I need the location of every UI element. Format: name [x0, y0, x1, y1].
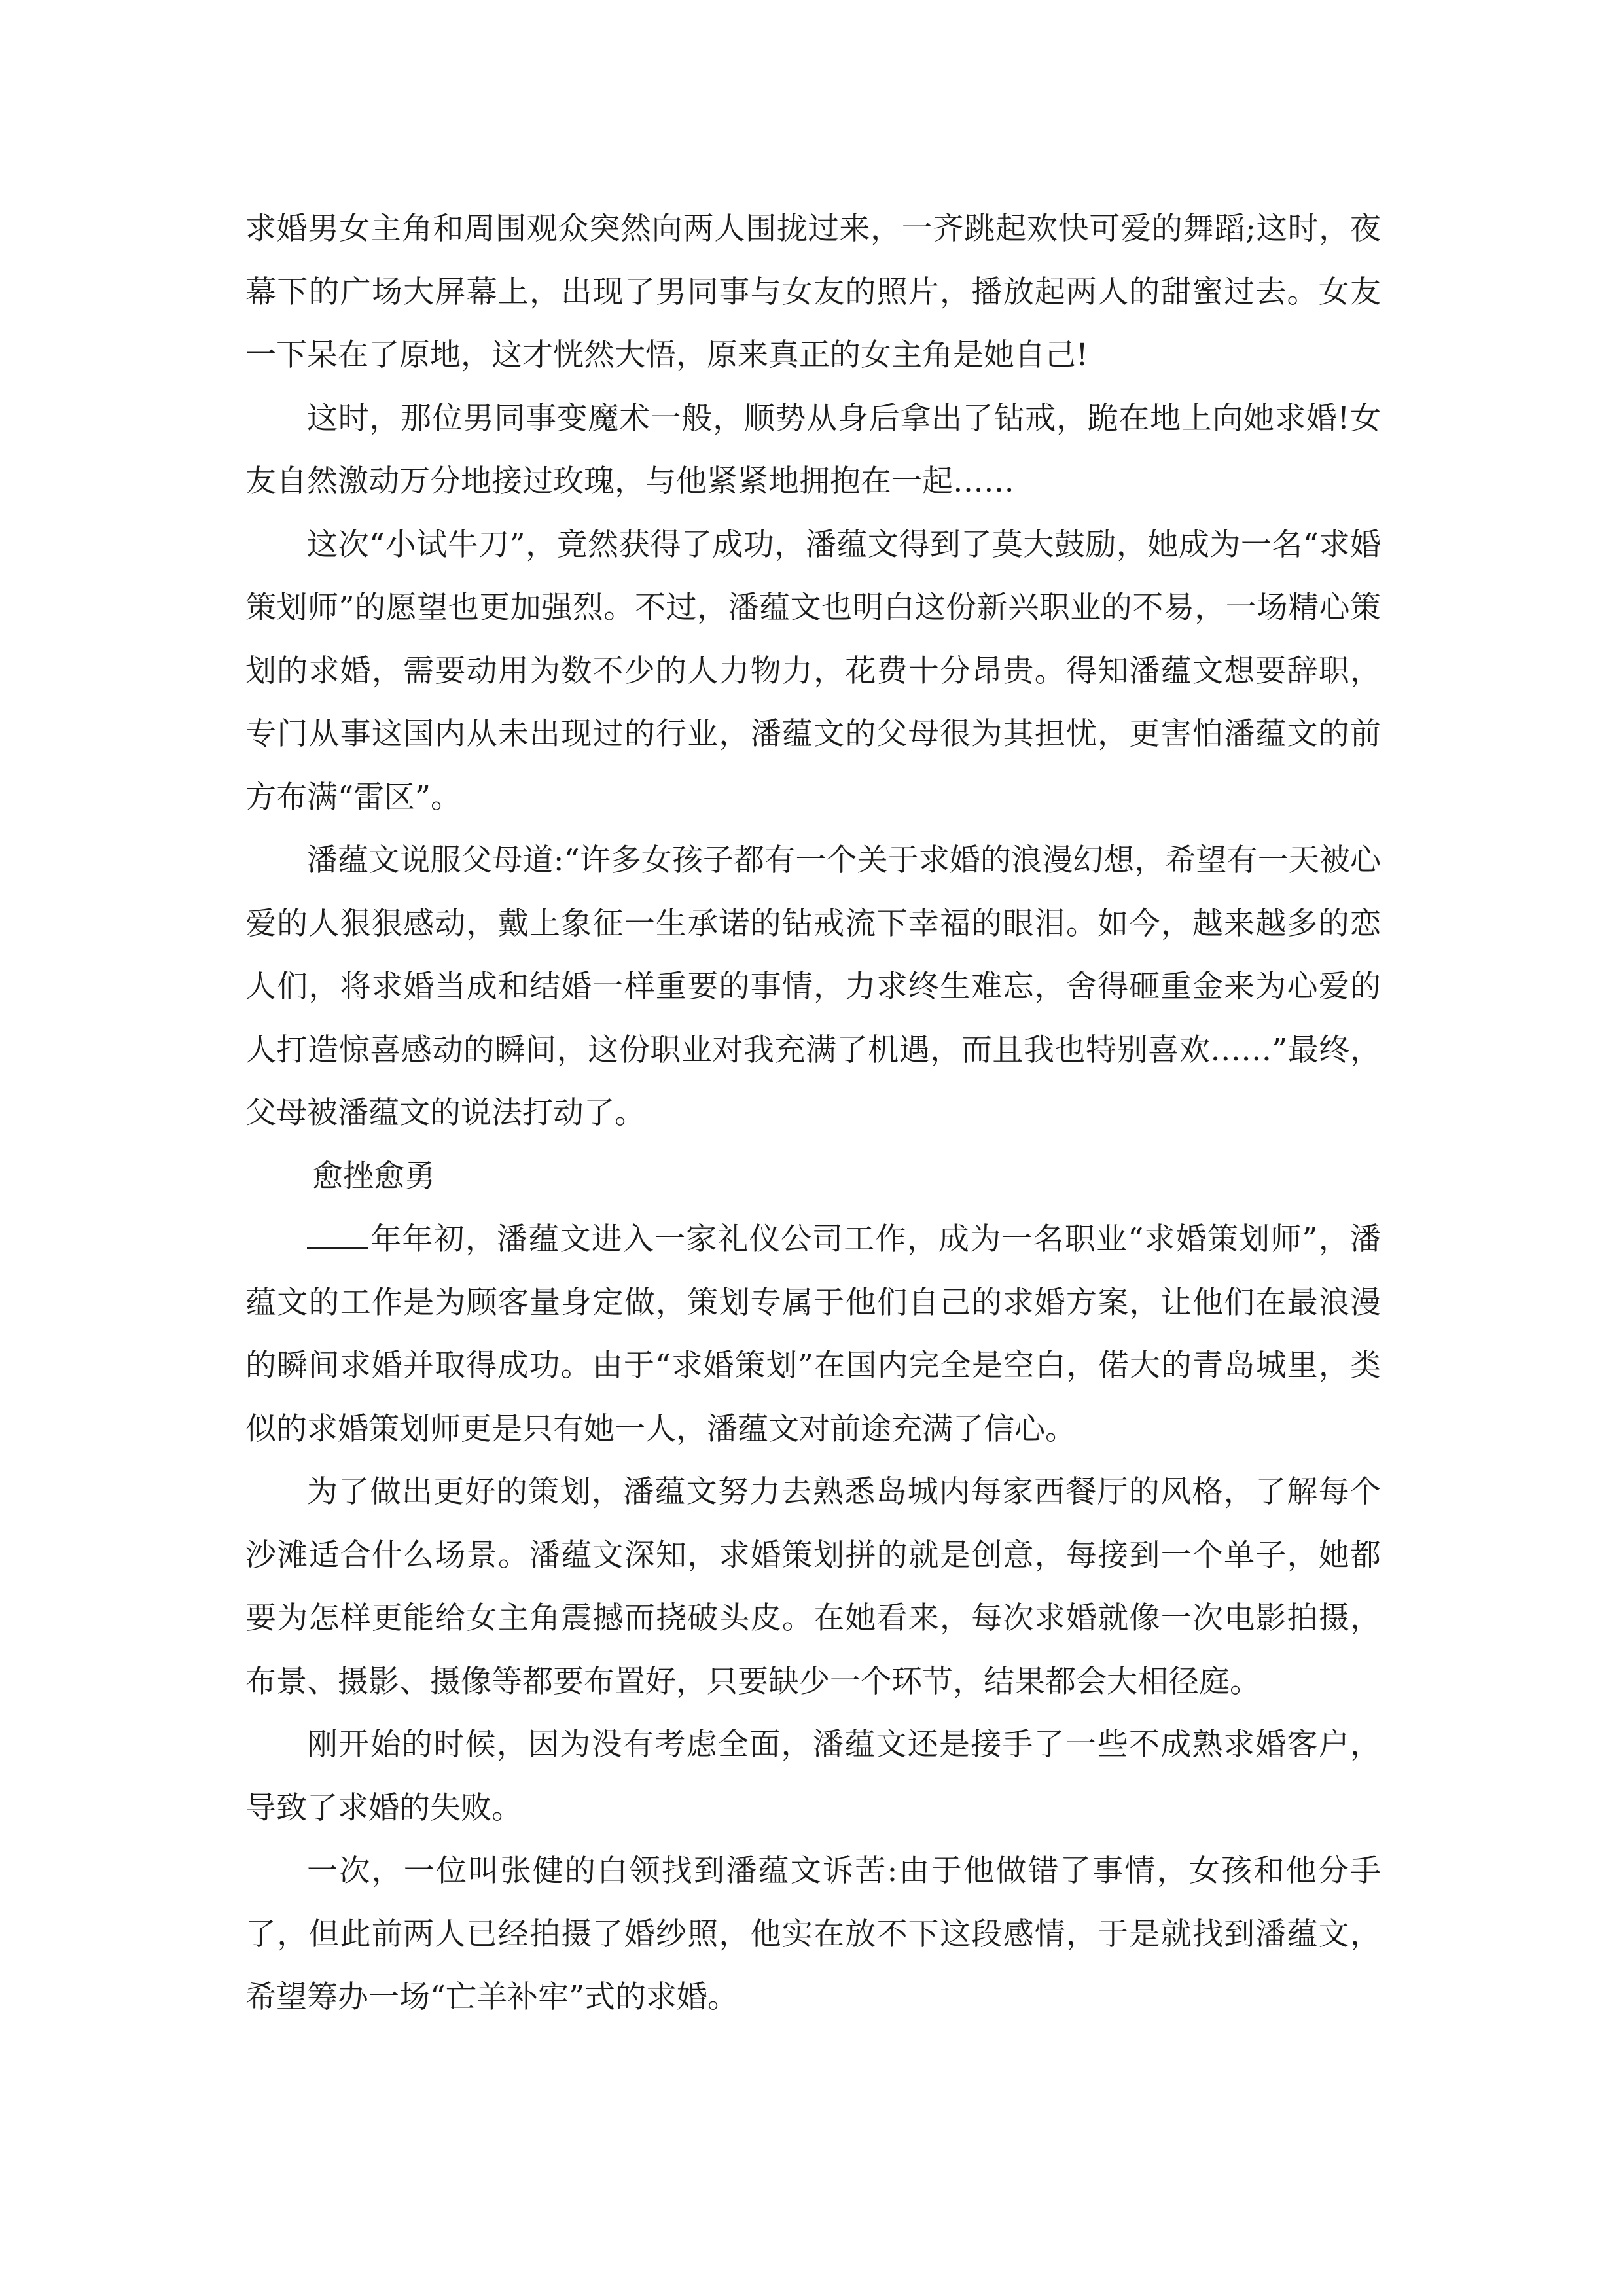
paragraph-1: 求婚男女主角和周围观众突然向两人围拢过来，一齐跳起欢快可爱的舞蹈;这时，夜幕下的广场大屏幕上，出现了男同事与女友的照片，播放起两人的甜蜜过去。女友一下呆在了原地，这才恍然大悟，原来真正的女主角是她自己!: [245, 211, 1381, 373]
paragraph-5-text: 年年初，潘蕴文进入一家礼仪公司工作，成为一名职业“求婚策划师”，潘蕴文的工作是为顾客量身定做，策划专属于他们自己的求婚方案，让他们在最浪漫的瞬间求婚并取得成功。由于“求婚策划”在国内完全是空白，偌大的青岛城里，类似的求婚策划师更是只有她一人，潘蕴文对前途充满了信心。: [245, 1221, 1381, 1447]
paragraph-5: [245, 1208, 1381, 1461]
paragraph-6: 为了做出更好的策划，潘蕴文努力去熟悉岛城内每家西餐厅的风格，了解每个沙滩适合什么场景。潘蕴文深知，求婚策划拼的就是创意，每接到一个单子，她都要为怎样更能给女主角震撼而挠破头皮。在她看来，每次求婚就像一次电影拍摄，布景、摄影、摄像等都要布置好，只要缺少一个环节，结果都会大相径庭。: [245, 1474, 1381, 1700]
paragraph-3: 这次“小试牛刀”，竟然获得了成功，潘蕴文得到了莫大鼓励，她成为一名“求婚策划师”的愿望也更加强烈。不过，潘蕴文也明白这份新兴职业的不易，一场精心策划的求婚，需要动用为数不少的人力物力，花费十分昂贵。得知潘蕴文想要辞职，专门从事这国内从未出现过的行业，潘蕴文的父母很为其担忧，更害怕潘蕴文的前方布满“雷区”。: [245, 526, 1381, 816]
paragraph-4: 潘蕴文说服父母道:“许多女孩子都有一个关于求婚的浪漫幻想，希望有一天被心爱的人狠狠感动，戴上象征一生承诺的钻戒流下幸福的眼泪。如今，越来越多的恋人们，将求婚当成和结婚一样重要的事情，力求终生难忘，舍得砸重金来为心爱的人打造惊喜感动的瞬间，这份职业对我充满了机遇，而且我也特别喜欢……”最终，父母被潘蕴文的说法打动了。: [245, 842, 1381, 1131]
paragraph-7: 刚开始的时候，因为没有考虑全面，潘蕴文还是接手了一些不成熟求婚客户，导致了求婚的失败。: [245, 1727, 1381, 1826]
paragraph-8: 一次，一位叫张健的白领找到潘蕴文诉苦:由于他做错了事情，女孩和他分手了，但此前两人已经拍摄了婚纱照，他实在放不下这段感情，于是就找到潘蕴文，希望筹办一场“亡羊补牢”式的求婚。: [245, 1853, 1381, 2015]
year-blank-line: [307, 1247, 368, 1249]
paragraph-2: 这时，那位男同事变魔术一般，顺势从身后拿出了钻戒，跪在地上向她求婚!女友自然激动万分地接过玫瑰，与他紧紧地拥抱在一起……: [245, 400, 1381, 499]
document-body: [245, 198, 1381, 2030]
section-heading: 愈挫愈勇: [312, 1158, 435, 1194]
